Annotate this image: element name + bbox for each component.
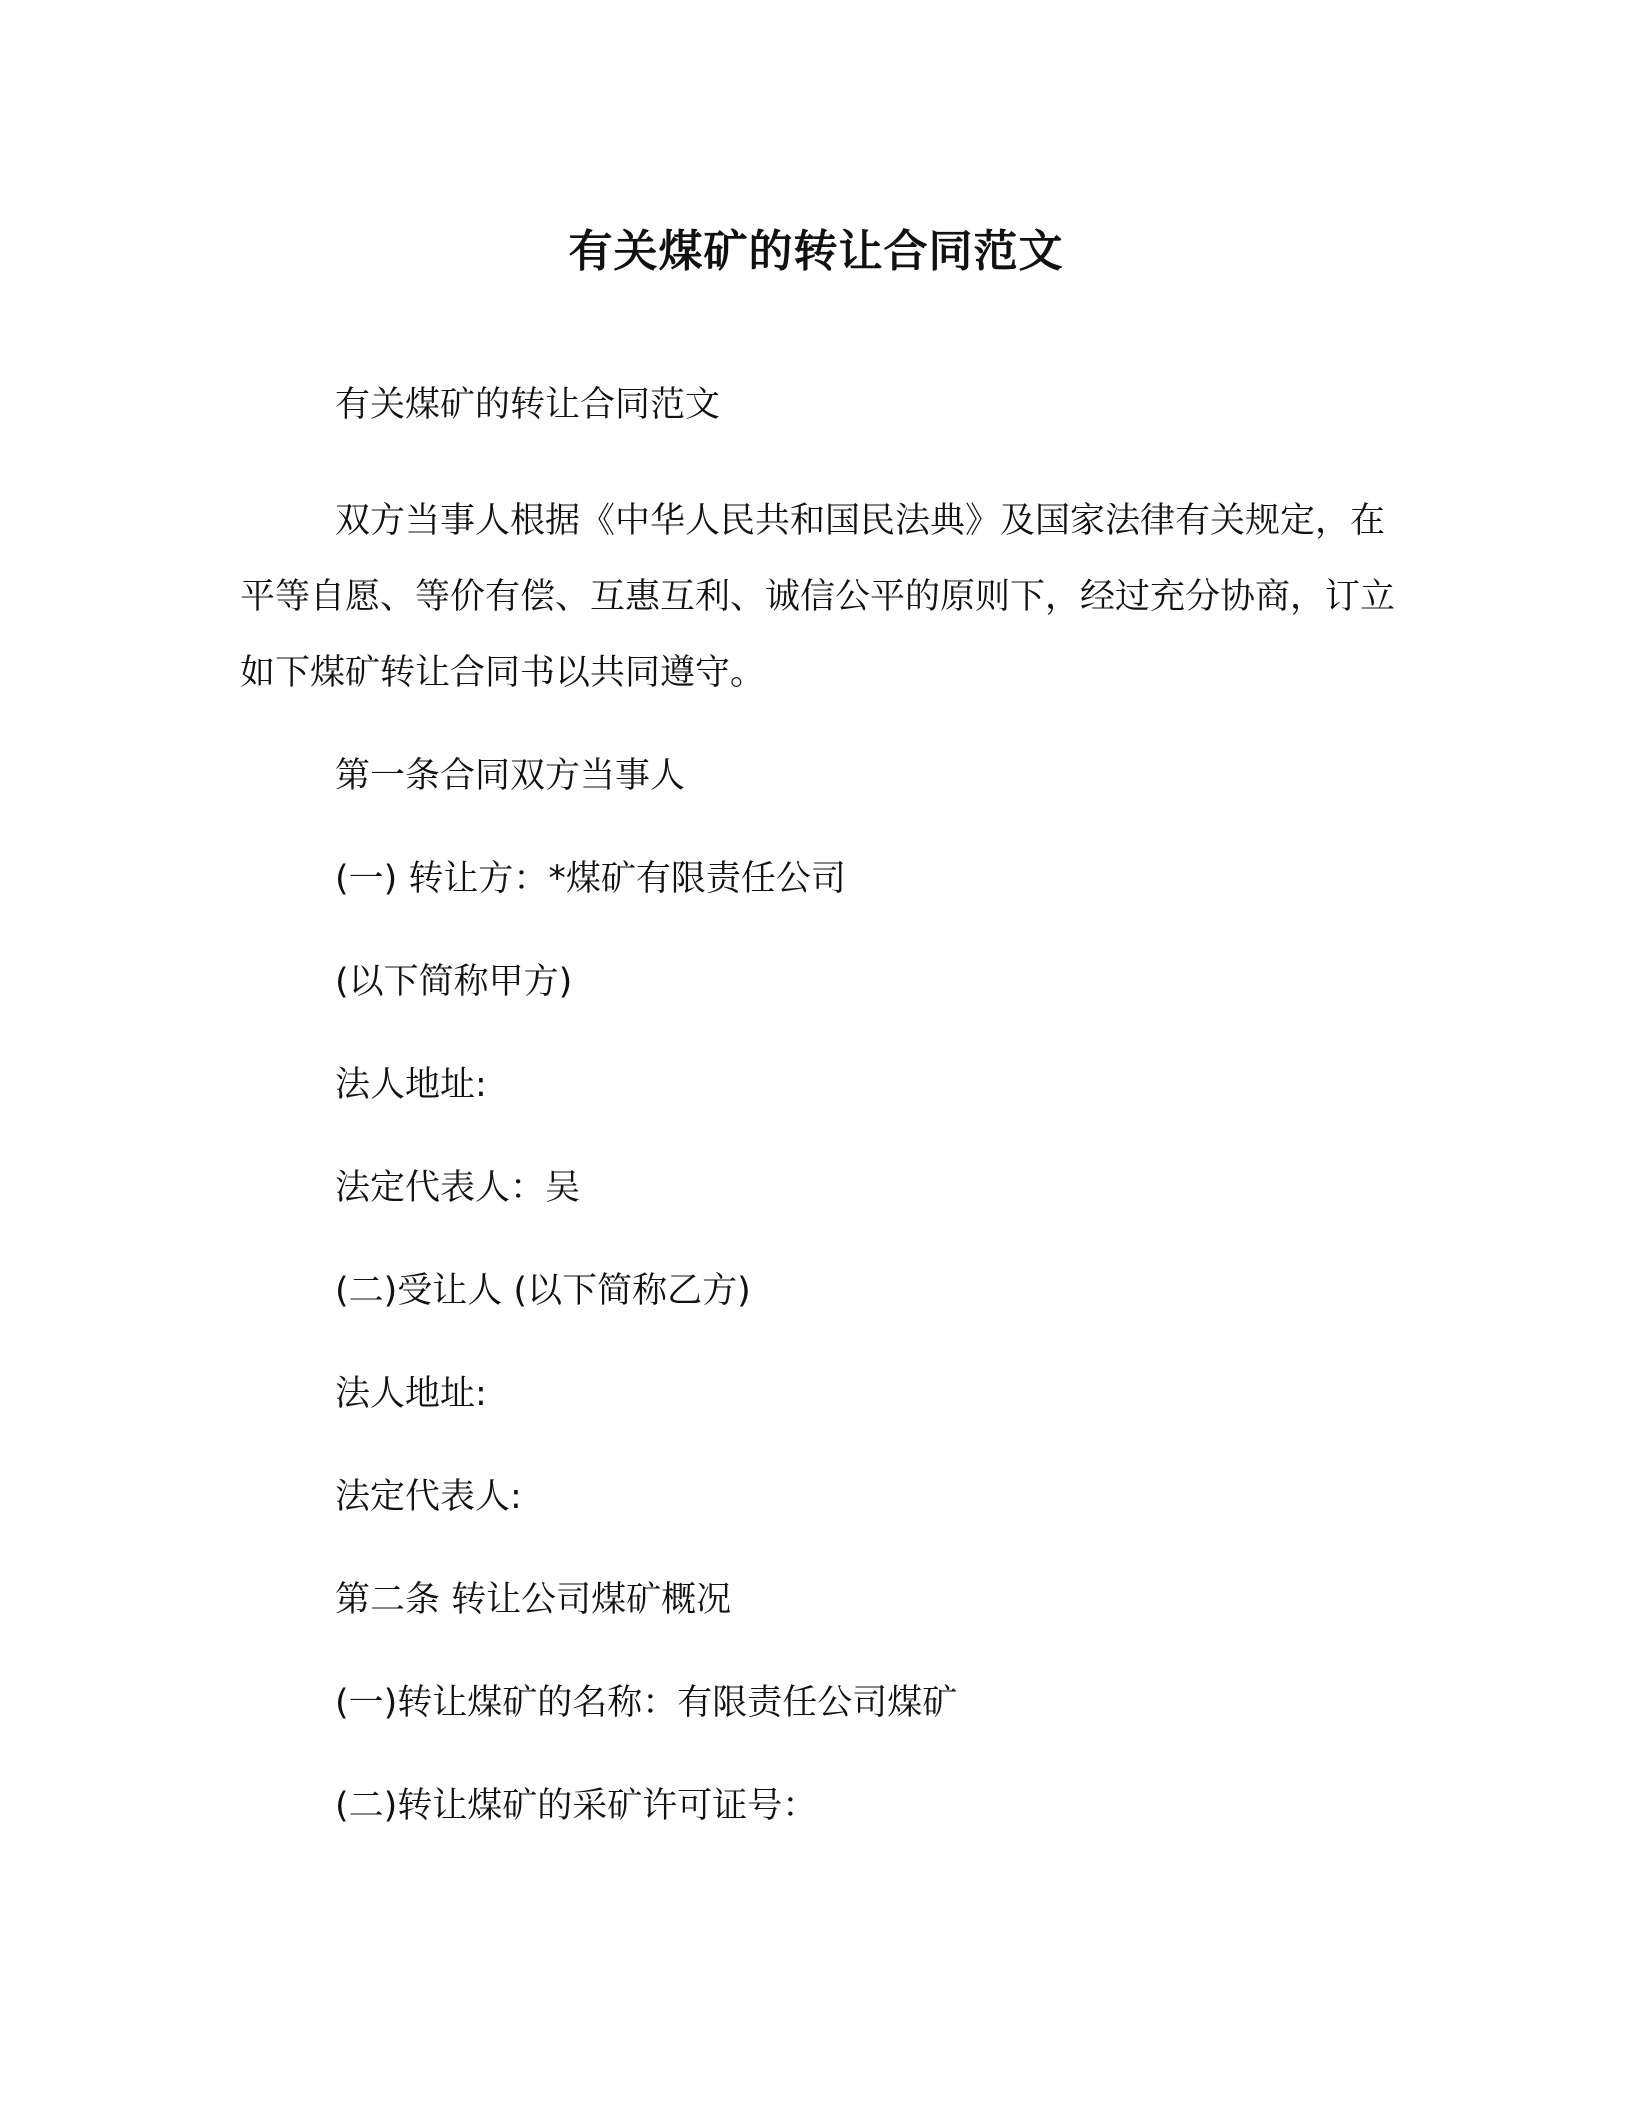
paragraph-heading: 有关煤矿的转让合同范文 — [335, 385, 721, 425]
paragraph-party-a-representative: 法定代表人：吴 — [335, 1168, 581, 1208]
paragraph-preamble: 双方当事人根据《中华人民共和国民法典》及国家法律有关规定，在平等自愿、等价有偿、互惠互利、诚信公平的原则下，经过充分协商，订立如下煤矿转让合同书以共同遵守。 — [240, 501, 1396, 693]
paragraph-transferee: (二)受让人 (以下简称乙方) — [335, 1271, 751, 1311]
document-body — [240, 380, 1400, 1884]
paragraph-party-a-address: 法人地址: — [335, 1065, 487, 1105]
paragraph-article-2-title: 第二条 转让公司煤矿概况 — [335, 1580, 732, 1620]
paragraph-party-a-note: (以下简称甲方) — [335, 962, 573, 1002]
paragraph-party-b-address: 法人地址: — [335, 1374, 487, 1414]
paragraph-transferor: (一) 转让方：*煤矿有限责任公司 — [335, 859, 846, 899]
document-title: 有关煤矿的转让合同范文 — [568, 226, 1064, 277]
paragraph-article-1-title: 第一条合同双方当事人 — [335, 756, 686, 796]
paragraph-mine-name: (一)转让煤矿的名称：有限责任公司煤矿 — [335, 1683, 958, 1723]
paragraph-mining-license: (二)转让煤矿的采矿许可证号： — [335, 1786, 818, 1826]
paragraph-party-b-representative: 法定代表人: — [335, 1477, 522, 1517]
